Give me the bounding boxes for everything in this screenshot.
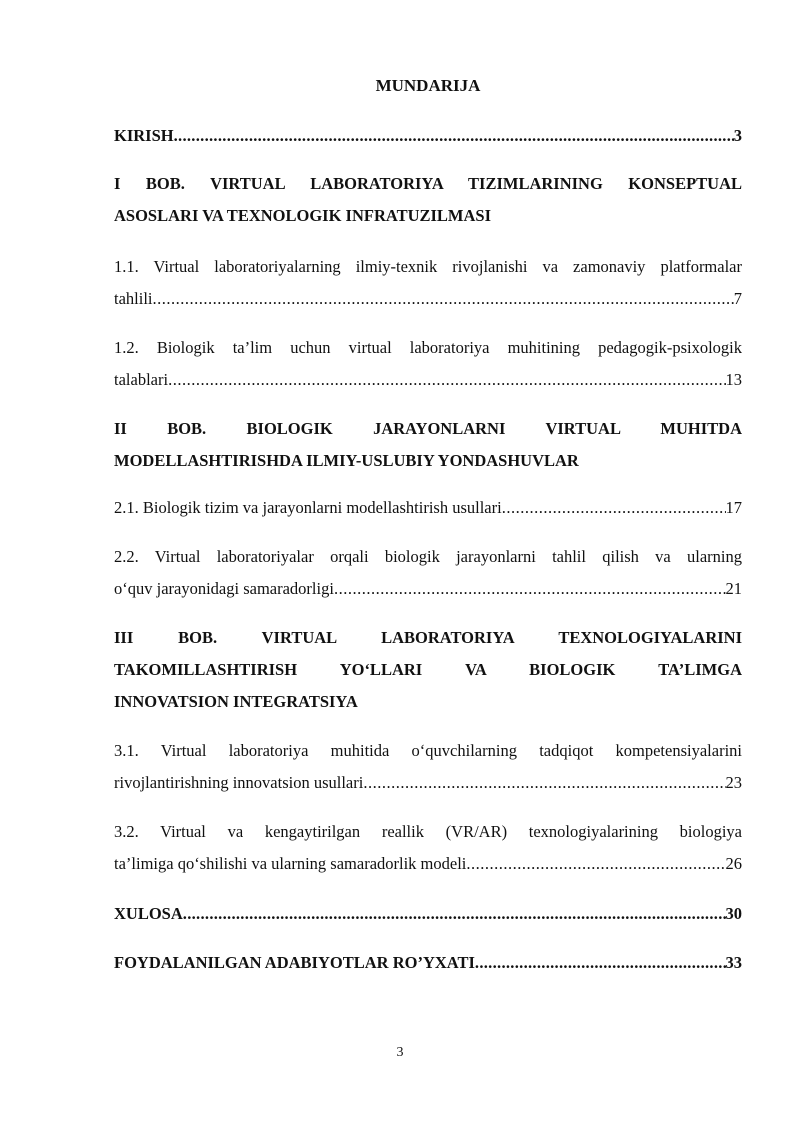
chapter-heading-line: TAKOMILLASHTIRISH YO‘LLARI VA BIOLOGIK TA’LIMGA xyxy=(114,660,742,679)
toc-page-number: 33 xyxy=(725,953,742,972)
toc-page-number: 26 xyxy=(725,854,742,873)
chapter-heading-line: I BOB. VIRTUAL LABORATORIYA TIZIMLARINING KONSEPTUAL xyxy=(114,174,742,193)
toc-page-number: 13 xyxy=(725,370,742,389)
chapter-heading-line: ASOSLARI VA TEXNOLOGIK INFRATUZILMASI xyxy=(114,206,492,225)
section-line: 3.1. Virtual laboratoriya muhitida o‘quvchilarning tadqiqot kompetensiyalarini xyxy=(114,741,742,760)
toc-section-1-2 xyxy=(114,332,742,396)
dot-leader xyxy=(502,492,726,524)
toc-entry-label: ta’limiga qo‘shilishi va ularning samaradorlik modeli xyxy=(114,854,467,873)
toc-entry-label: rivojlantirishning innovatsion usullari xyxy=(114,773,364,792)
toc-page-number: 30 xyxy=(725,904,742,923)
toc-section-2-1 xyxy=(114,492,742,524)
toc-page-number: 7 xyxy=(733,289,742,308)
dot-leader xyxy=(466,848,725,880)
page-number: 3 xyxy=(396,1045,404,1060)
dot-leader xyxy=(183,898,726,930)
toc-page-number: 21 xyxy=(725,579,742,598)
toc-entry-label: XULOSA xyxy=(114,904,183,923)
toc-section-3-1 xyxy=(114,735,742,799)
dot-leader xyxy=(334,573,726,605)
section-line: 1.2. Biologik ta’lim uchun virtual laboratoriya muhitining pedagogik-psixologik xyxy=(114,338,742,357)
toc-entry-label: tahlili xyxy=(114,289,153,308)
toc-entry-references xyxy=(114,947,742,979)
toc-entry-kirish xyxy=(114,120,742,152)
toc-section-2-2 xyxy=(114,541,742,605)
toc-section-3-2 xyxy=(114,816,742,880)
chapter-heading-line: II BOB. BIOLOGIK JARAYONLARNI VIRTUAL MUHITDA xyxy=(114,419,742,438)
toc-section-1-1 xyxy=(114,251,742,315)
dot-leader xyxy=(475,947,726,979)
chapter-heading-line: MODELLASHTIRISHDA ILMIY-USLUBIY YONDASHUVLAR xyxy=(114,451,579,470)
toc-page-number: 3 xyxy=(733,126,742,145)
chapter-heading-line: INNOVATSION INTEGRATSIYA xyxy=(114,692,358,711)
toc-chapter-1 xyxy=(114,168,742,232)
toc-page-number: 17 xyxy=(725,498,742,517)
toc-entry-label: FOYDALANILGAN ADABIYOTLAR RO’YXATI xyxy=(114,953,475,972)
section-line: 1.1. Virtual laboratoriyalarning ilmiy-texnik rivojlanishi va zamonaviy platformalar xyxy=(114,257,742,276)
toc-entry-label: 2.1. Biologik tizim va jarayonlarni modellashtirish usullari xyxy=(114,498,502,517)
chapter-heading-line: III BOB. VIRTUAL LABORATORIYA TEXNOLOGIYALARINI xyxy=(114,628,742,647)
dot-leader xyxy=(168,364,725,396)
section-line: 2.2. Virtual laboratoriyalar orqali biologik jarayonlarni tahlil qilish va ularning xyxy=(114,547,742,566)
dot-leader xyxy=(363,767,725,799)
dot-leader xyxy=(153,283,734,315)
dot-leader xyxy=(174,120,734,152)
toc-title: MUNDARIJA xyxy=(375,76,481,95)
section-line: 3.2. Virtual va kengaytirilgan reallik (VR/AR) texnologiyalarining biologiya xyxy=(114,822,742,841)
toc-entry-label: o‘quv jarayonidagi samaradorligi xyxy=(114,579,334,598)
toc-entry-label: KIRISH xyxy=(114,126,174,145)
toc-entry-label: talablari xyxy=(114,370,169,389)
toc-entry-xulosa xyxy=(114,898,742,930)
toc-chapter-3 xyxy=(114,622,742,718)
toc-chapter-2 xyxy=(114,413,742,477)
toc-page-number: 23 xyxy=(725,773,742,792)
